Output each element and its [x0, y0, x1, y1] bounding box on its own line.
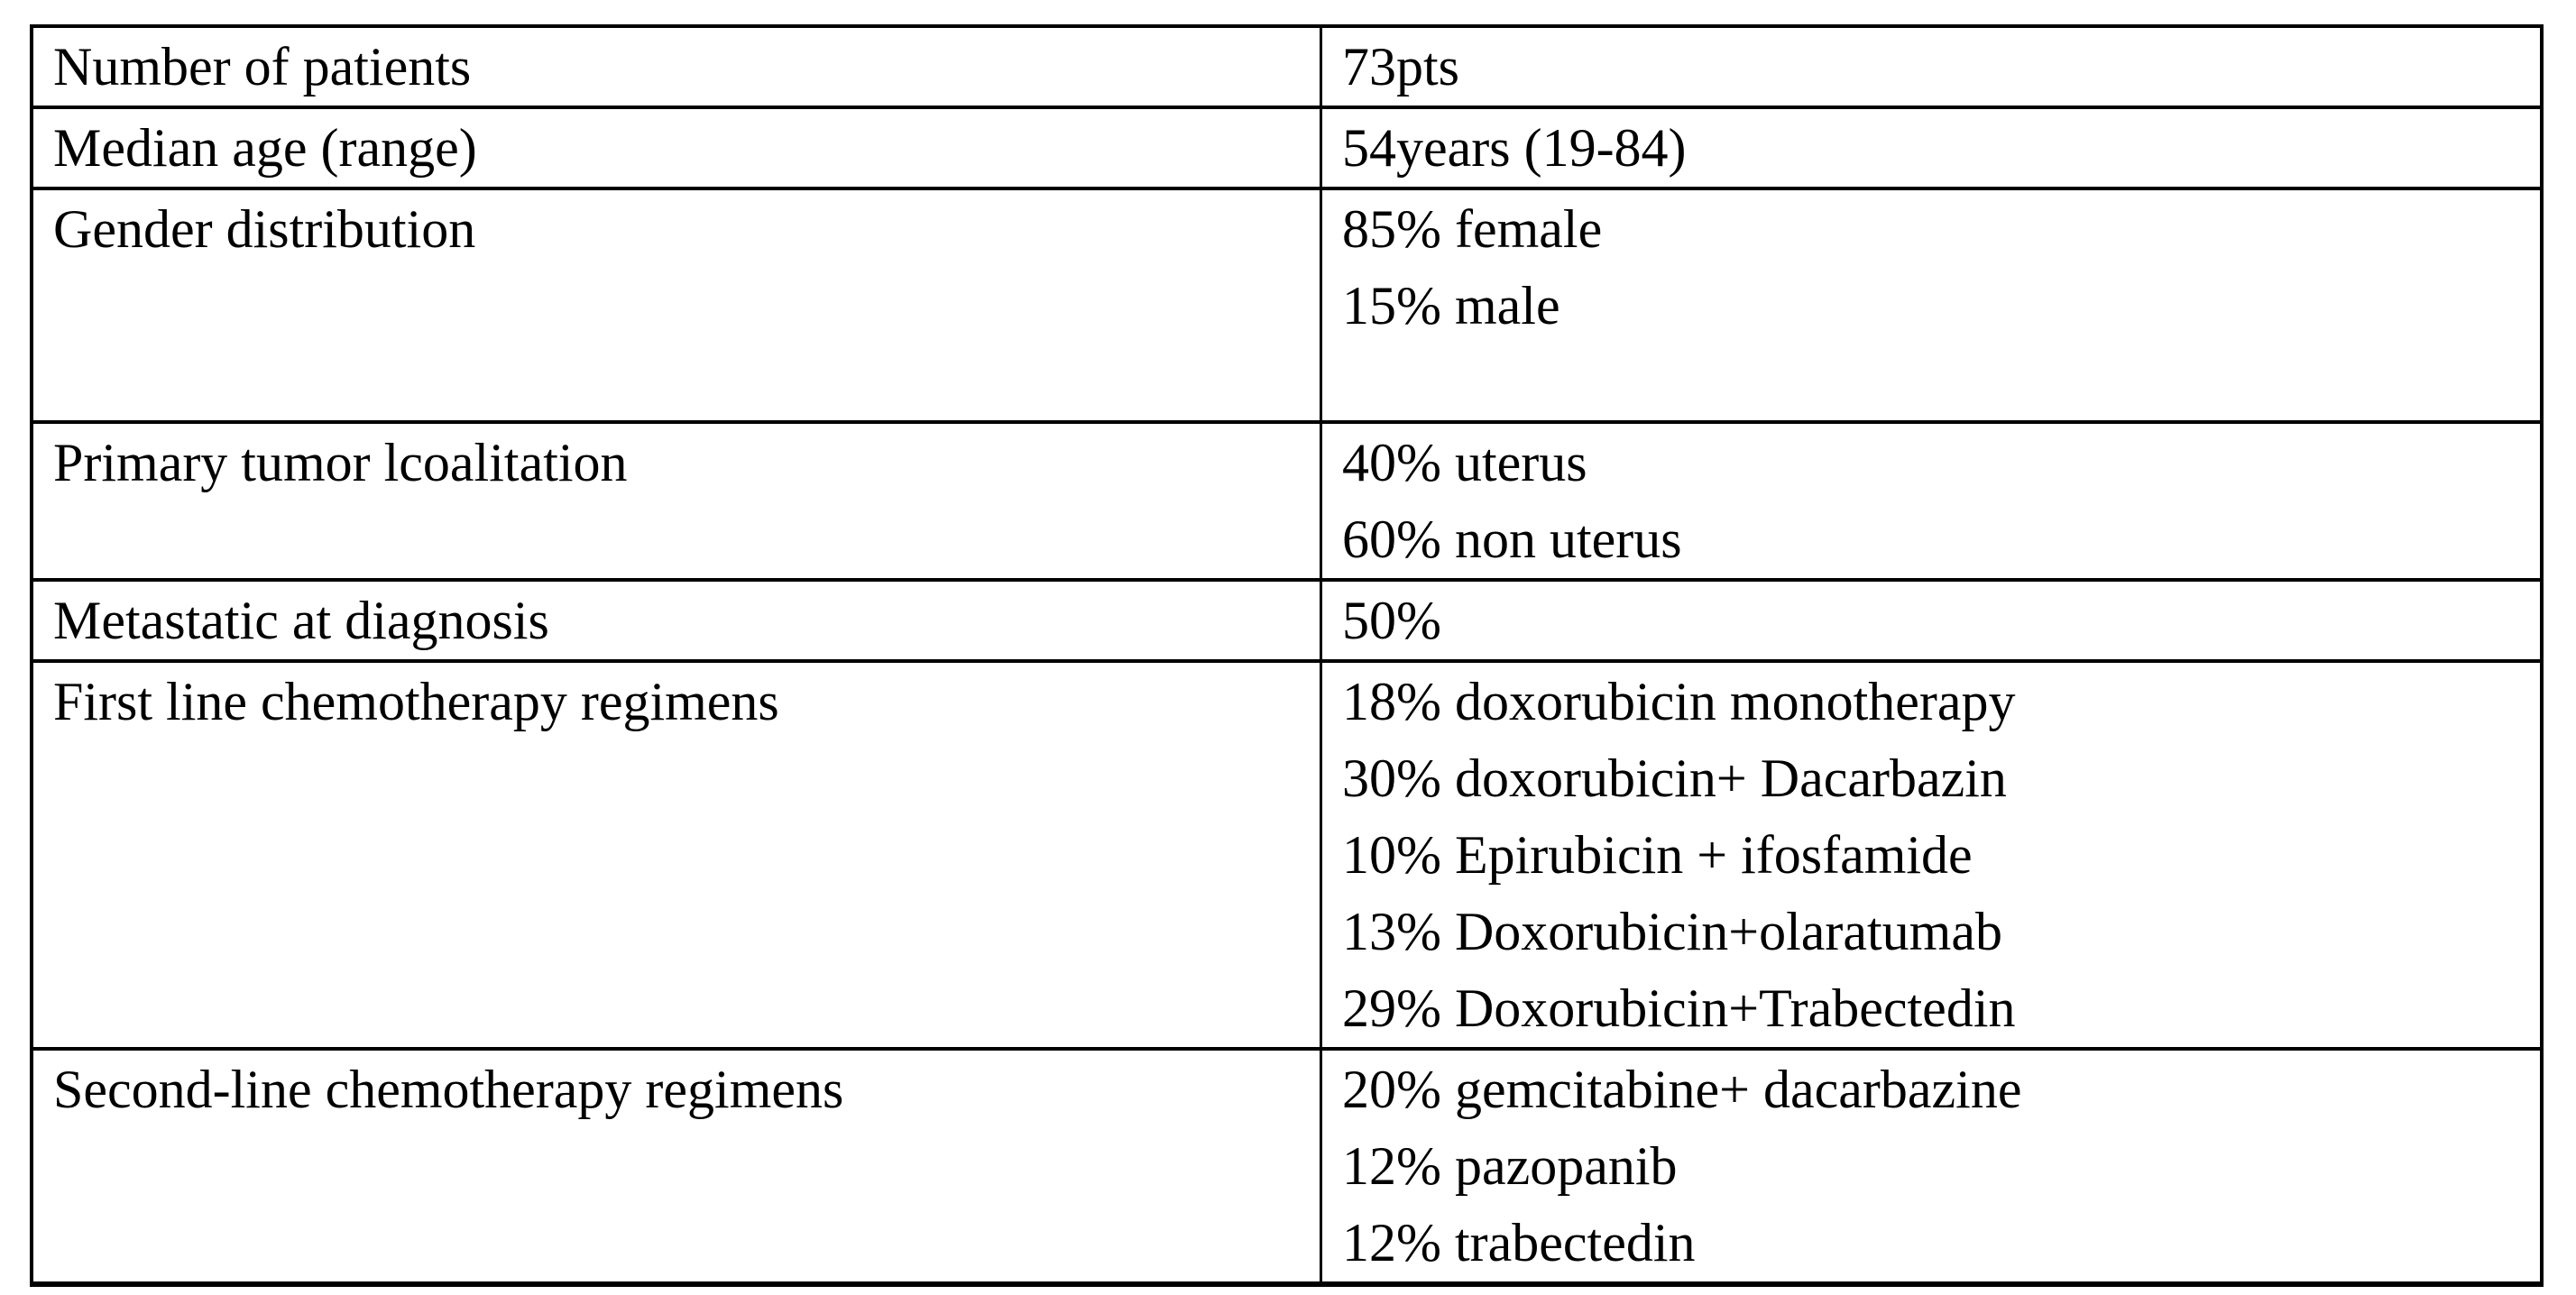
value-line: 29% Doxorubicin+Trabectedin	[1342, 978, 2016, 1038]
row-label: Number of patients	[32, 26, 1321, 107]
value-line: 50%	[1342, 591, 1441, 650]
row-label: Gender distribution	[32, 188, 1321, 422]
table-row	[32, 188, 2542, 422]
row-label: Primary tumor lcoalitation	[32, 422, 1321, 580]
value-line: 12% pazopanib	[1342, 1136, 1678, 1196]
table-row	[32, 26, 2542, 107]
row-values	[1321, 188, 2543, 422]
row-label: First line chemotherapy regimens	[32, 661, 1321, 1049]
table-row	[32, 580, 2542, 661]
value-line: 15% male	[1342, 276, 1560, 335]
table-row	[32, 1049, 2542, 1284]
table-body	[32, 26, 2542, 1284]
table-row	[32, 107, 2542, 188]
value-line: 10% Epirubicin + ifosfamide	[1342, 825, 1973, 885]
value-line: 18% doxorubicin monotherapy	[1342, 672, 2016, 731]
row-values	[1321, 422, 2543, 580]
row-values	[1321, 1049, 2543, 1284]
value-line: 40% uterus	[1342, 433, 1587, 492]
value-line: 60% non uterus	[1342, 510, 1682, 569]
table-row	[32, 661, 2542, 1049]
patient-characteristics-table	[30, 24, 2544, 1287]
table-row	[32, 422, 2542, 580]
row-label: Median age (range)	[32, 107, 1321, 188]
value-line: 13% Doxorubicin+olaratumab	[1342, 902, 2002, 961]
row-values	[1321, 26, 2543, 107]
row-values	[1321, 661, 2543, 1049]
value-line: 30% doxorubicin+ Dacarbazin	[1342, 749, 2007, 808]
row-label: Second-line chemotherapy regimens	[32, 1049, 1321, 1284]
row-label: Metastatic at diagnosis	[32, 580, 1321, 661]
row-values	[1321, 580, 2543, 661]
value-line: 73pts	[1342, 37, 1460, 96]
value-line: 54years (19-84)	[1342, 118, 1687, 178]
value-line: 85% female	[1342, 199, 1603, 259]
row-values	[1321, 107, 2543, 188]
value-line: 12% trabectedin	[1342, 1213, 1696, 1272]
value-line: 20% gemcitabine+ dacarbazine	[1342, 1060, 2022, 1119]
